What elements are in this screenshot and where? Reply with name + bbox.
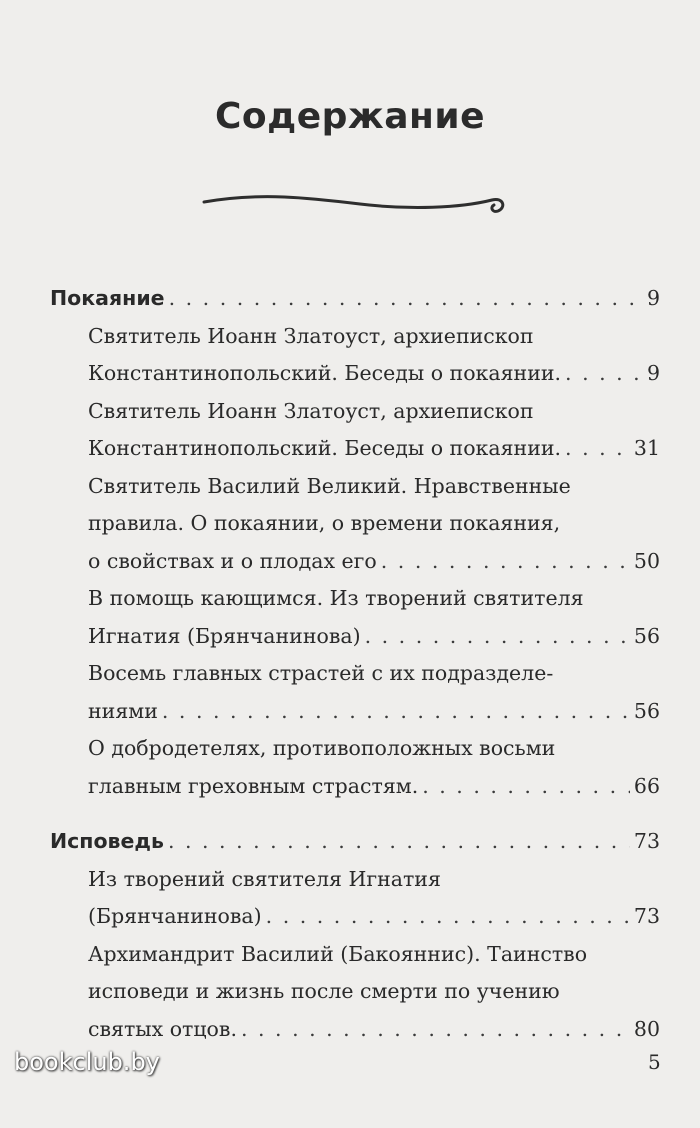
toc-entry-row (50, 318, 660, 356)
toc-page-number: 73 (633, 829, 660, 853)
toc-entry-row (50, 430, 660, 468)
toc-section-title: Исповедь (50, 829, 164, 853)
toc-section-row (50, 823, 660, 861)
dot-leader (162, 693, 630, 731)
toc-entry-row (50, 655, 660, 693)
toc-entry-text: (Брянчанинова) (88, 904, 262, 928)
toc-entry-text: святых отцов. (88, 1016, 237, 1041)
toc-entry-row (50, 1011, 660, 1049)
toc-entry-text: Святитель Иоанн Златоуст, архиепископ (88, 398, 534, 423)
watermark-logo: bookclub.by (14, 1048, 160, 1076)
table-of-contents (50, 280, 660, 1048)
dot-leader (168, 823, 630, 861)
dot-leader (565, 355, 643, 393)
toc-entry-row (50, 580, 660, 618)
toc-entry-text: исповеди и жизнь после смерти по учению (88, 979, 560, 1003)
dot-leader (565, 430, 630, 468)
page-title: Содержание (214, 96, 486, 137)
toc-entry-text: Архимандрит Василий (Бакояннис). Таинство (88, 941, 588, 966)
toc-entry-row (50, 936, 660, 974)
page-number: 5 (648, 1050, 661, 1074)
dot-leader (365, 618, 630, 656)
toc-page-number: 80 (633, 1016, 660, 1041)
toc-entry-row (50, 393, 660, 431)
dot-leader (381, 543, 630, 581)
toc-entry-text: Константинопольский. Беседы о покаянии. (88, 436, 562, 460)
dot-leader (241, 1011, 630, 1049)
toc-entry-row (50, 468, 660, 506)
toc-entry-text: главным греховным страстям. (88, 773, 419, 798)
toc-entry-row (50, 543, 660, 581)
toc-entry-row (50, 898, 660, 936)
dot-leader (169, 280, 643, 318)
toc-section-title: Покаяние (50, 286, 165, 310)
toc-entry-text: Восемь главных страстей с их подразделе- (88, 661, 554, 685)
toc-entry-row (50, 505, 660, 543)
toc-entry-text: о свойствах и о плодах его (88, 548, 377, 573)
toc-entry-row (50, 973, 660, 1011)
toc-entry-text: Святитель Иоанн Златоуст, архиепископ (88, 323, 534, 348)
toc-entry-text: Из творений святителя Игнатия (88, 866, 441, 891)
dot-leader (422, 768, 630, 806)
toc-entry-row (50, 693, 660, 731)
toc-page-number: 56 (633, 698, 660, 723)
toc-entry-row (50, 861, 660, 899)
toc-section-row (50, 280, 660, 318)
toc-entry-row (50, 618, 660, 656)
toc-entry-row (50, 355, 660, 393)
toc-page-number: 31 (633, 436, 660, 460)
dot-leader (266, 898, 630, 936)
section-gap (50, 805, 660, 823)
toc-entry-row (50, 768, 660, 806)
toc-entry-text: правила. О покаянии, о времени покаяния, (88, 511, 561, 535)
toc-entry-text: В помощь кающимся. Из творений святителя (88, 586, 584, 610)
toc-page-number: 66 (633, 773, 660, 798)
toc-page-number: 56 (633, 623, 660, 648)
toc-page-number: 9 (646, 361, 660, 385)
toc-entry-text: О добродетелях, противоположных восьми (88, 736, 556, 760)
toc-page-number: 73 (633, 904, 660, 928)
toc-page-number: 50 (633, 548, 660, 573)
toc-entry-row (50, 730, 660, 768)
toc-entry-text: Игнатия (Брянчанинова) (88, 623, 361, 648)
toc-entry-text: ниями (88, 698, 158, 723)
toc-page-number: 9 (646, 286, 660, 310)
toc-entry-text: Святитель Василий Великий. Нравственные (88, 473, 571, 498)
toc-entry-text: Константинопольский. Беседы о покаянии. (88, 361, 562, 385)
flourish-ornament (200, 178, 510, 228)
